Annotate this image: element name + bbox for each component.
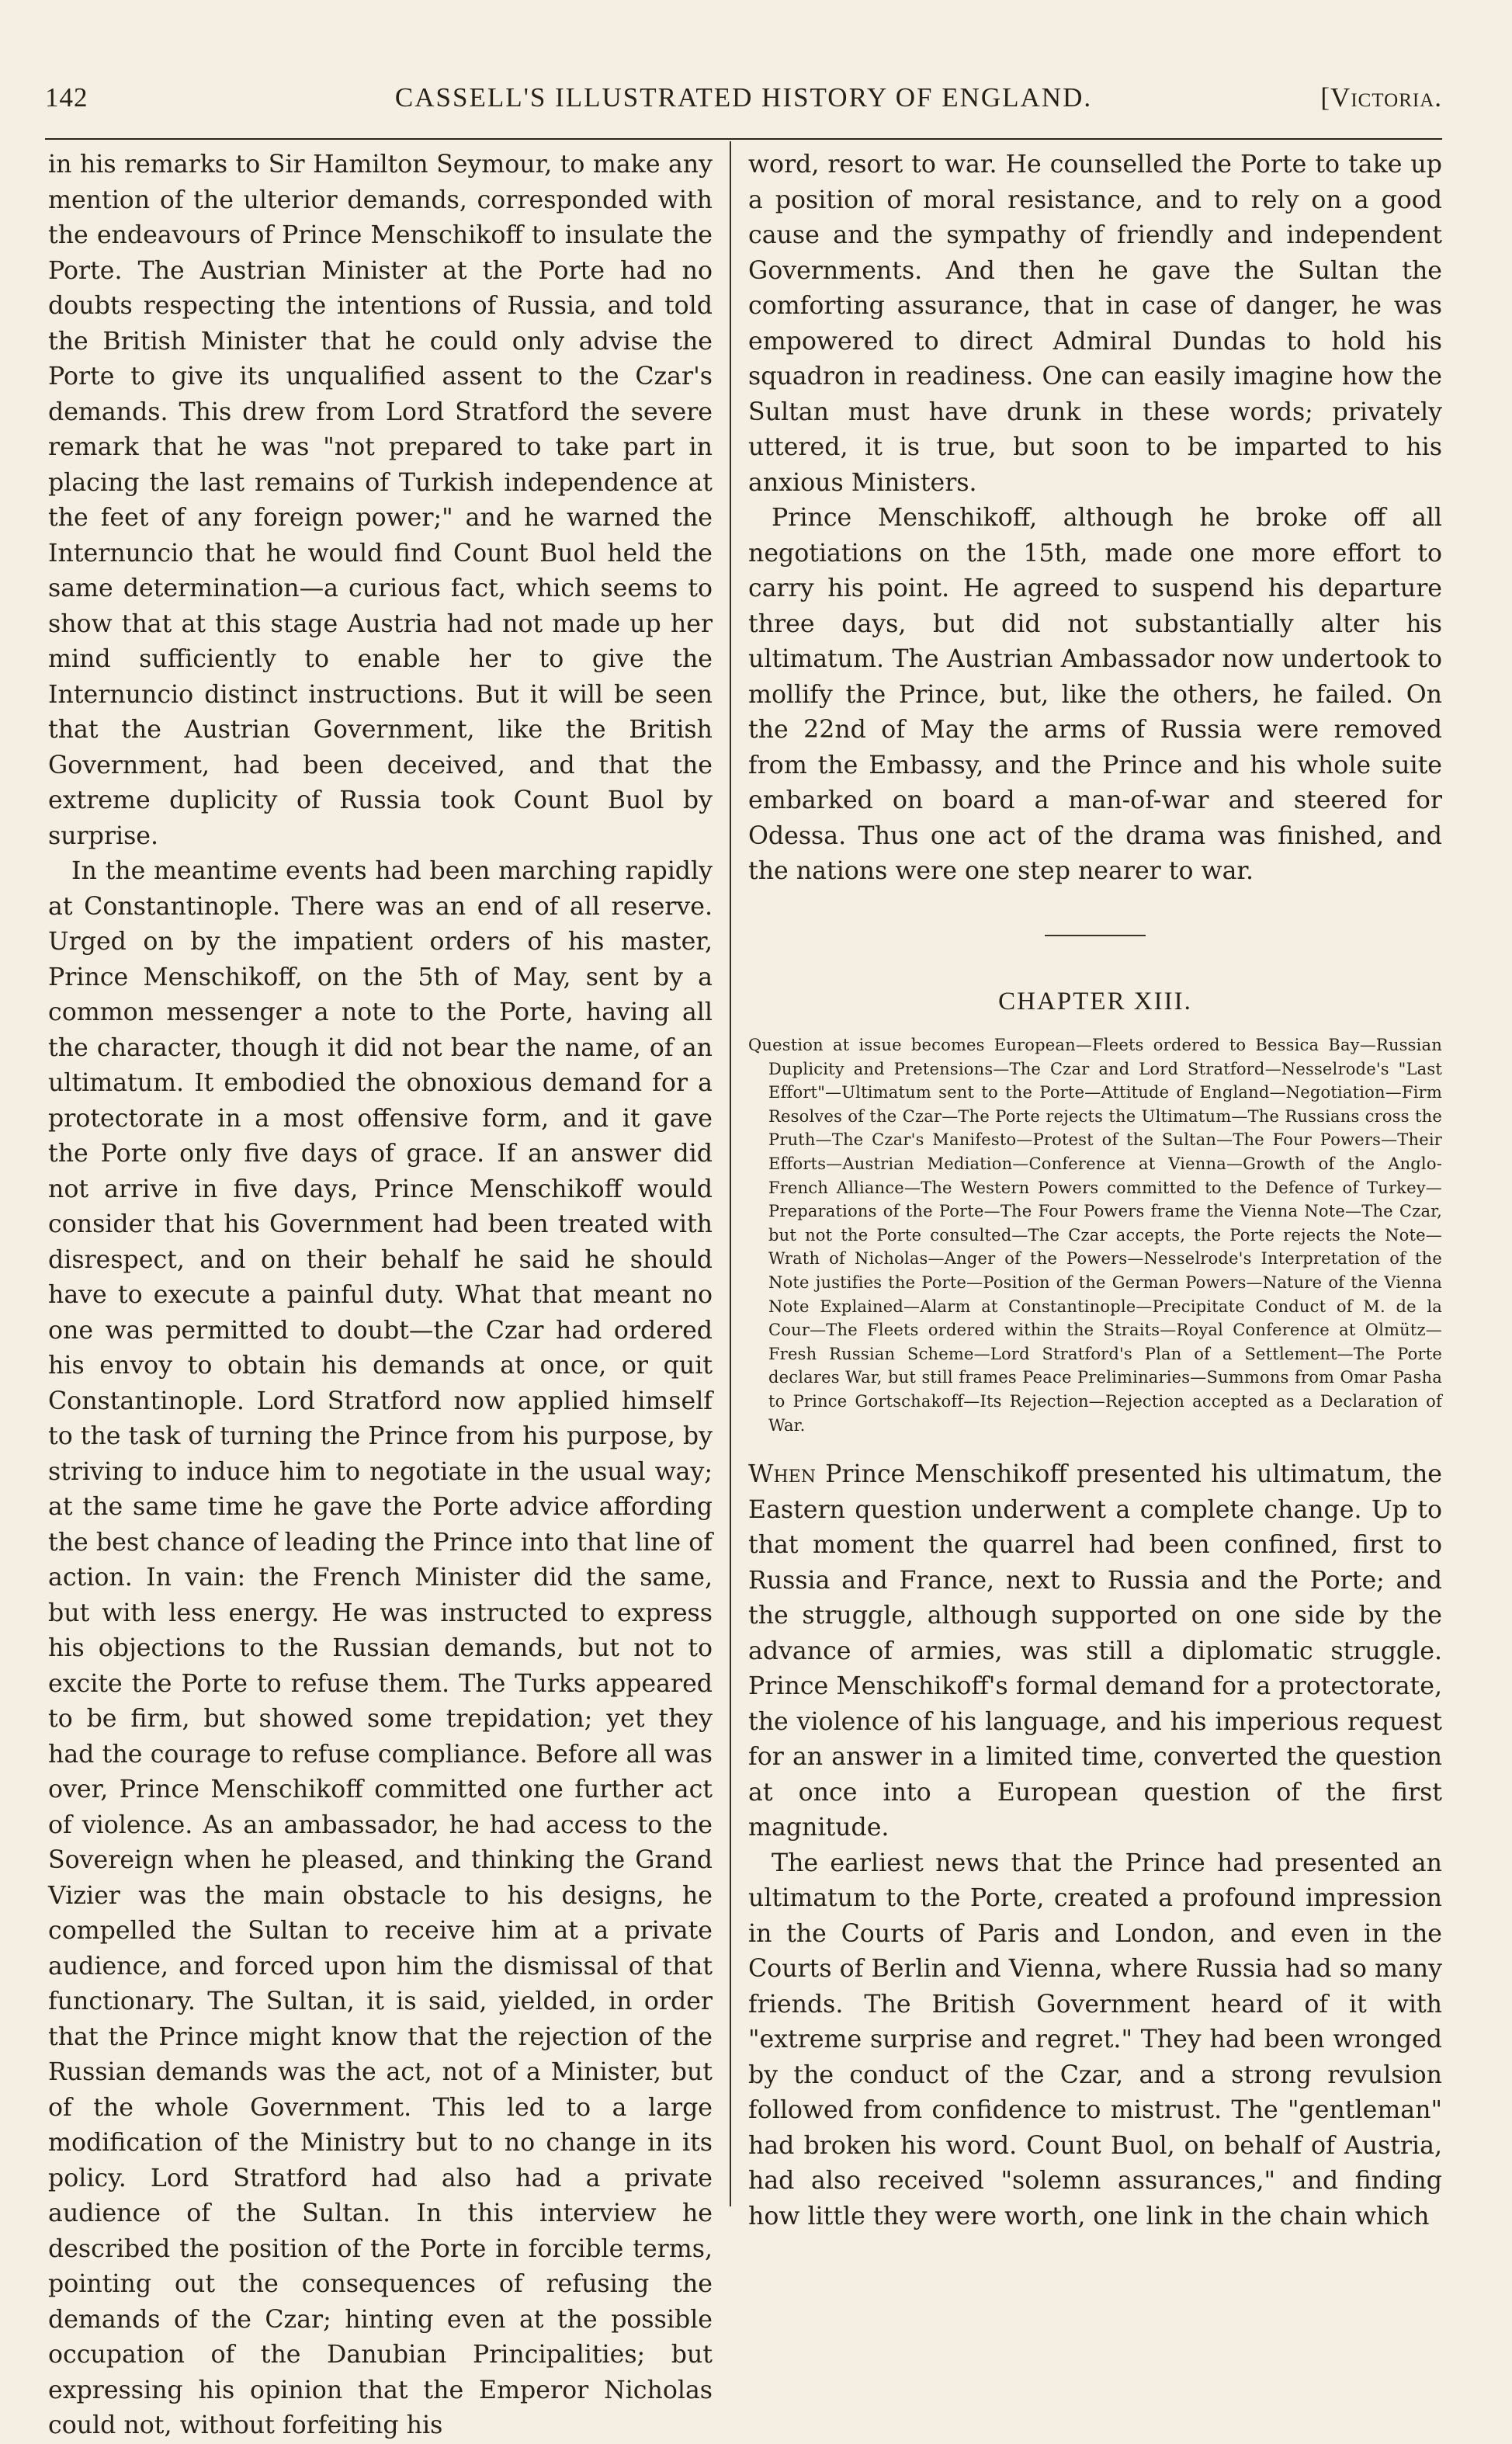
paragraph: In the meantime events had been marching rapidly at Constantinople. There was an end of all reserve. Urged on by the impatient orders of his master, Prince Menschikoff, on the 5th of May, sent by a common messenger a note to the Porte, having all the character, though it did not bear the name, of an ultimatum. It embodied the obnoxious demand for a protectorate in a most offensive form, and it gave the Porte only five days of grace. If an answer did not arrive in five days, Prince Menschikoff would consider that his Government had been treated with disrespect, and on their behalf he said he should have to execute a painful duty. What that meant no one was permitted to doubt—the Czar had ordered his envoy to obtain his demands at once, or quit Constantinople. Lord Stratford now applied himself to the task of turning the Prince from his purpose, by striving to induce him to negotiate in the usual way; at the same time he gave the Porte advice affording the best chance of leading the Prince into that line of action. In vain: the French Minister did the same, but with less energy. He was instructed to express his objections to the Russian demands, but not to excite the Porte to refuse them. The Turks appeared to be firm, but showed some trepidation; yet they had the courage to refuse compliance. Before all was over, Prince Menschikoff committed one further act of violence. As an ambassador, he had access to the Sovereign when he pleased, and thinking the Grand Vizier was the main obstacle to his designs, he compelled the Sultan to receive him at a private audience, and forced upon him the dismissal of that functionary. The Sultan, it is said, yielded, in order that the Prince might know that the rejection of the Russian demands was the act, not of a Minister, but of the whole Government. This led to a large modification of the Ministry but to no change in its policy. Lord Stratford had also had a private audience of the Sultan. In this interview he described the position of the Porte in forcible terms, pointing out the consequences of refusing the demands of the Czar; hinting even at the possible occupation of the Danubian Principalities; but expressing his opinion that the Emperor Nicholas could not, without forfeiting his <box>48 857 713 2439</box>
paragraph: in his remarks to Sir Hamilton Seymour, to make any mention of the ulterior demands, corresponded with the endeavours of Prince Menschikoff to insulate the Porte. The Austrian Minister at the Porte had no doubts respecting the intentions of Russia, and told the British Minister that he could only advise the Porte to give its unqualified assent to the Czar's demands. This drew from Lord Stratford the severe remark that he was "not prepared to take part in placing the last remains of Turkish independence at the feet of any foreign power;" and he warned the Internuncio that he would find Count Buol held the same determination—a curious fact, which seems to show that at this stage Austria had not made up her mind sufficiently to enable her to give the Internuncio distinct instructions. But it will be seen that the Austrian Government, like the British Government, had been deceived, and that the extreme duplicity of Russia took Count Buol by surprise. <box>48 151 713 850</box>
column-divider <box>730 141 731 2206</box>
page-number: 142 <box>45 82 88 113</box>
section-rule <box>1045 935 1146 936</box>
paragraph: The earliest news that the Prince had presented an ultimatum to the Porte, created a profound impression in the Courts of Paris and London, and even in the Courts of Berlin and Vienna, where Russia had so many friends. The British Government heard of it with "extreme surprise and regret." They had been wronged by the conduct of the Czar, and a strong revulsion followed from confidence to mistrust. The "gentleman" had broken his word. Count Buol, on behalf of Austria, had also received "solemn assurances," and finding how little they were worth, one link in the chain which <box>748 1849 1442 2230</box>
running-header <box>45 76 1442 123</box>
paragraph: Prince Menschikoff, although he broke off all negotiations on the 15th, made one more effort to carry his point. He agreed to suspend his departure three days, but did not substantially alter his ultimatum. The Austrian Ambassador now undertook to mollify the Prince, but, like the others, he failed. On the 22nd of May the arms of Russia were removed from the Embassy, and the Prince and his whole suite embarked on board a man-of-war and steered for Odessa. Thus one act of the drama was finished, and the nations were one step nearer to war. <box>748 504 1442 885</box>
chapter-title: CHAPTER XIII. <box>998 987 1192 1015</box>
running-title: CASSELL'S ILLUSTRATED HISTORY OF ENGLAND. <box>394 82 1093 113</box>
header-rule <box>45 138 1442 140</box>
reign-label: [Victoria. <box>1320 82 1442 113</box>
left-column <box>48 148 713 2444</box>
right-column <box>748 148 1442 2234</box>
paragraph-continuation: word, resort to war. He counselled the Porte to take up a position of moral resistance, and to rely on a good cause and the sympathy of friendly and independent Governments. And then he gave the Sultan the comforting assurance, that in case of danger, he was empowered to direct Admiral Dundas to hold his squadron in readiness. One can easily imagine how the Sultan must have drunk in these words; privately uttered, it is true, but soon to be imparted to his anxious Ministers. <box>748 151 1442 497</box>
opening-text: Prince Menschikoff presented his ultimatum, the Eastern question underwent a complete change. Up to that moment the quarrel had been confined, first to Russia and France, next to Russia and the Porte; and the struggle, although supported on one side by the advance of armies, was still a diplomatic struggle. Prince Menschikoff's formal demand for a protectorate, the violence of his language, and his imperious request for an answer in a limited time, converted the question at once into a European question of the first magnitude. <box>748 1460 1442 1842</box>
chapter-synopsis: Question at issue becomes European—Fleets ordered to Bessica Bay—Russian Duplicity and Pretensions—The Czar and Lord Stratford—Nesselrode's "Last Effort"—Ultimatum sent to the Porte—Attitude of England—Negotiation—Firm Resolves of the Czar—The Porte rejects the Ultimatum—The Russians cross the Pruth—The Czar's Manifesto—Protest of the Sultan—The Four Powers—Their Efforts—Austrian Mediation—Conference at Vienna—Growth of the Anglo-French Alliance—The Western Powers committed to the Defence of Turkey—Preparations of the Porte—The Four Powers frame the Vienna Note—The Czar, but not the Porte consulted—The Czar accepts, the Porte rejects the Note—Wrath of Nicholas—Anger of the Powers—Nesselrode's Interpretation of the Note justifies the Porte—Position of the German Powers—Nature of the Vienna Note Explained—Alarm at Constantinople—Precipitate Conduct of M. de la Cour—The Fleets ordered within the Straits—Royal Conference at Olmütz—Fresh Russian Scheme—Lord Stratford's Plan of a Settlement—The Porte declares War, but still frames Peace Preliminaries—Summons from Omar Pasha to Prince Gortschakoff—Its Rejection—Rejection accepted as a Declaration of War. <box>748 1036 1442 1435</box>
chapter-opening-paragraph <box>748 1457 1442 1846</box>
opening-word: When <box>748 1460 816 1489</box>
